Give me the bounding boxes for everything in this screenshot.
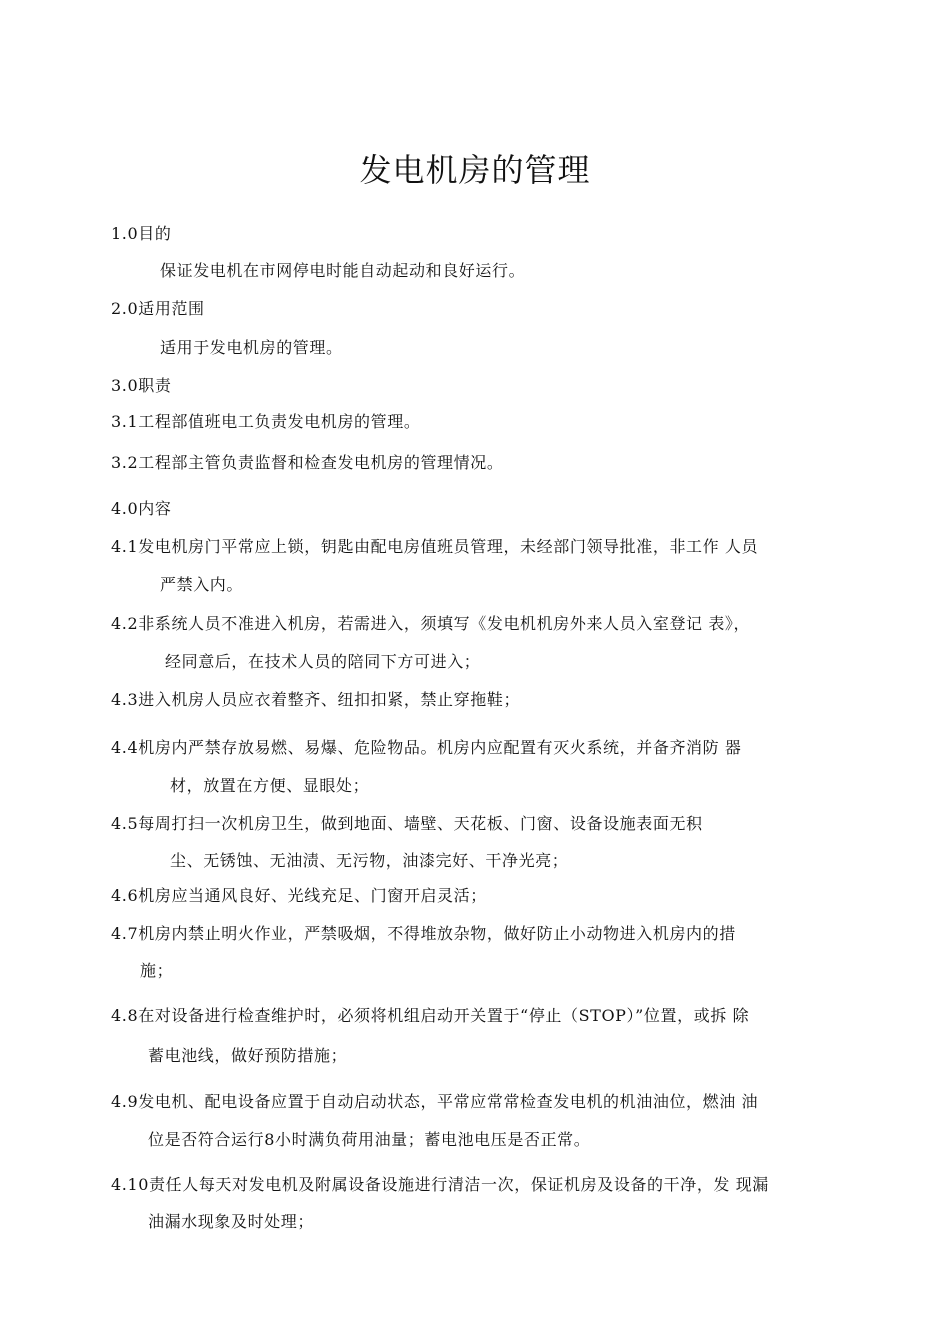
item-4-5-line-1: 4.5每周打扫一次机房卫生，做到地面、墙壁、天花板、门窗、设备设施表面无积 <box>111 814 703 833</box>
section-3-item-2: 3.2工程部主管负责监督和检查发电机房的管理情况。 <box>111 453 504 472</box>
item-4-8-line-2: 蓄电池线，做好预防措施； <box>148 1046 348 1065</box>
item-4-7-line-1: 4.7机房内禁止明火作业，严禁吸烟，不得堆放杂物，做好防止小动物进入机房内的措 <box>111 924 736 943</box>
item-4-9-line-1: 4.9发电机、配电设备应置于自动启动状态，平常应常常检查发电机的机油油位，燃油 油 <box>111 1092 759 1111</box>
item-4-3: 4.3进入机房人员应衣着整齐、纽扣扣紧，禁止穿拖鞋； <box>111 690 521 709</box>
item-4-5-line-2: 尘、无锈蚀、无油渍、无污物，油漆完好、干净光亮； <box>170 851 569 870</box>
section-3-heading: 3.0职责 <box>111 376 172 395</box>
document-title: 发电机房的管理 <box>359 151 591 189</box>
item-4-8-line-1: 4.8在对设备进行检查维护时，必须将机组启动开关置于“停止（STOP）”位置，或拆 除 <box>111 1006 750 1025</box>
section-3-item-1: 3.1工程部值班电工负责发电机房的管理。 <box>111 412 421 431</box>
section-4-heading: 4.0内容 <box>111 499 172 518</box>
section-1-heading: 1.0目的 <box>111 224 172 243</box>
item-4-7-line-2: 施； <box>140 961 174 980</box>
item-4-1-line-1: 4.1发电机房门平常应上锁，钥匙由配电房值班员管理，未经部门领导批准，非工作 人员 <box>111 537 759 556</box>
item-4-10-line-2: 油漏水现象及时处理； <box>148 1212 315 1231</box>
section-2-body: 适用于发电机房的管理。 <box>160 338 343 357</box>
section-2-heading: 2.0适用范围 <box>111 299 205 318</box>
section-1-body: 保证发电机在市网停电时能自动起动和良好运行。 <box>160 261 526 280</box>
item-4-4-line-2: 材，放置在方便、显眼处； <box>170 776 370 795</box>
item-4-4-line-1: 4.4机房内严禁存放易燃、易爆、危险物品。机房内应配置有灭火系统，并备齐消防 器 <box>111 738 742 757</box>
item-4-9-line-2: 位是否符合运行8小时满负荷用油量；蓄电池电压是否正常。 <box>148 1130 591 1149</box>
item-4-10-line-1: 4.10责任人每天对发电机及附属设备设施进行清洁一次，保证机房及设备的干净，发 现漏 <box>111 1175 769 1194</box>
item-4-2-line-2: 经同意后，在技术人员的陪同下方可进入； <box>165 652 481 671</box>
item-4-1-line-2: 严禁入内。 <box>160 575 244 594</box>
item-4-2-line-1: 4.2非系统人员不准进入机房，若需进入，须填写《发电机机房外来人员入室登记 表》， <box>111 614 751 633</box>
item-4-6: 4.6机房应当通风良好、光线充足、门窗开启灵活； <box>111 886 487 905</box>
